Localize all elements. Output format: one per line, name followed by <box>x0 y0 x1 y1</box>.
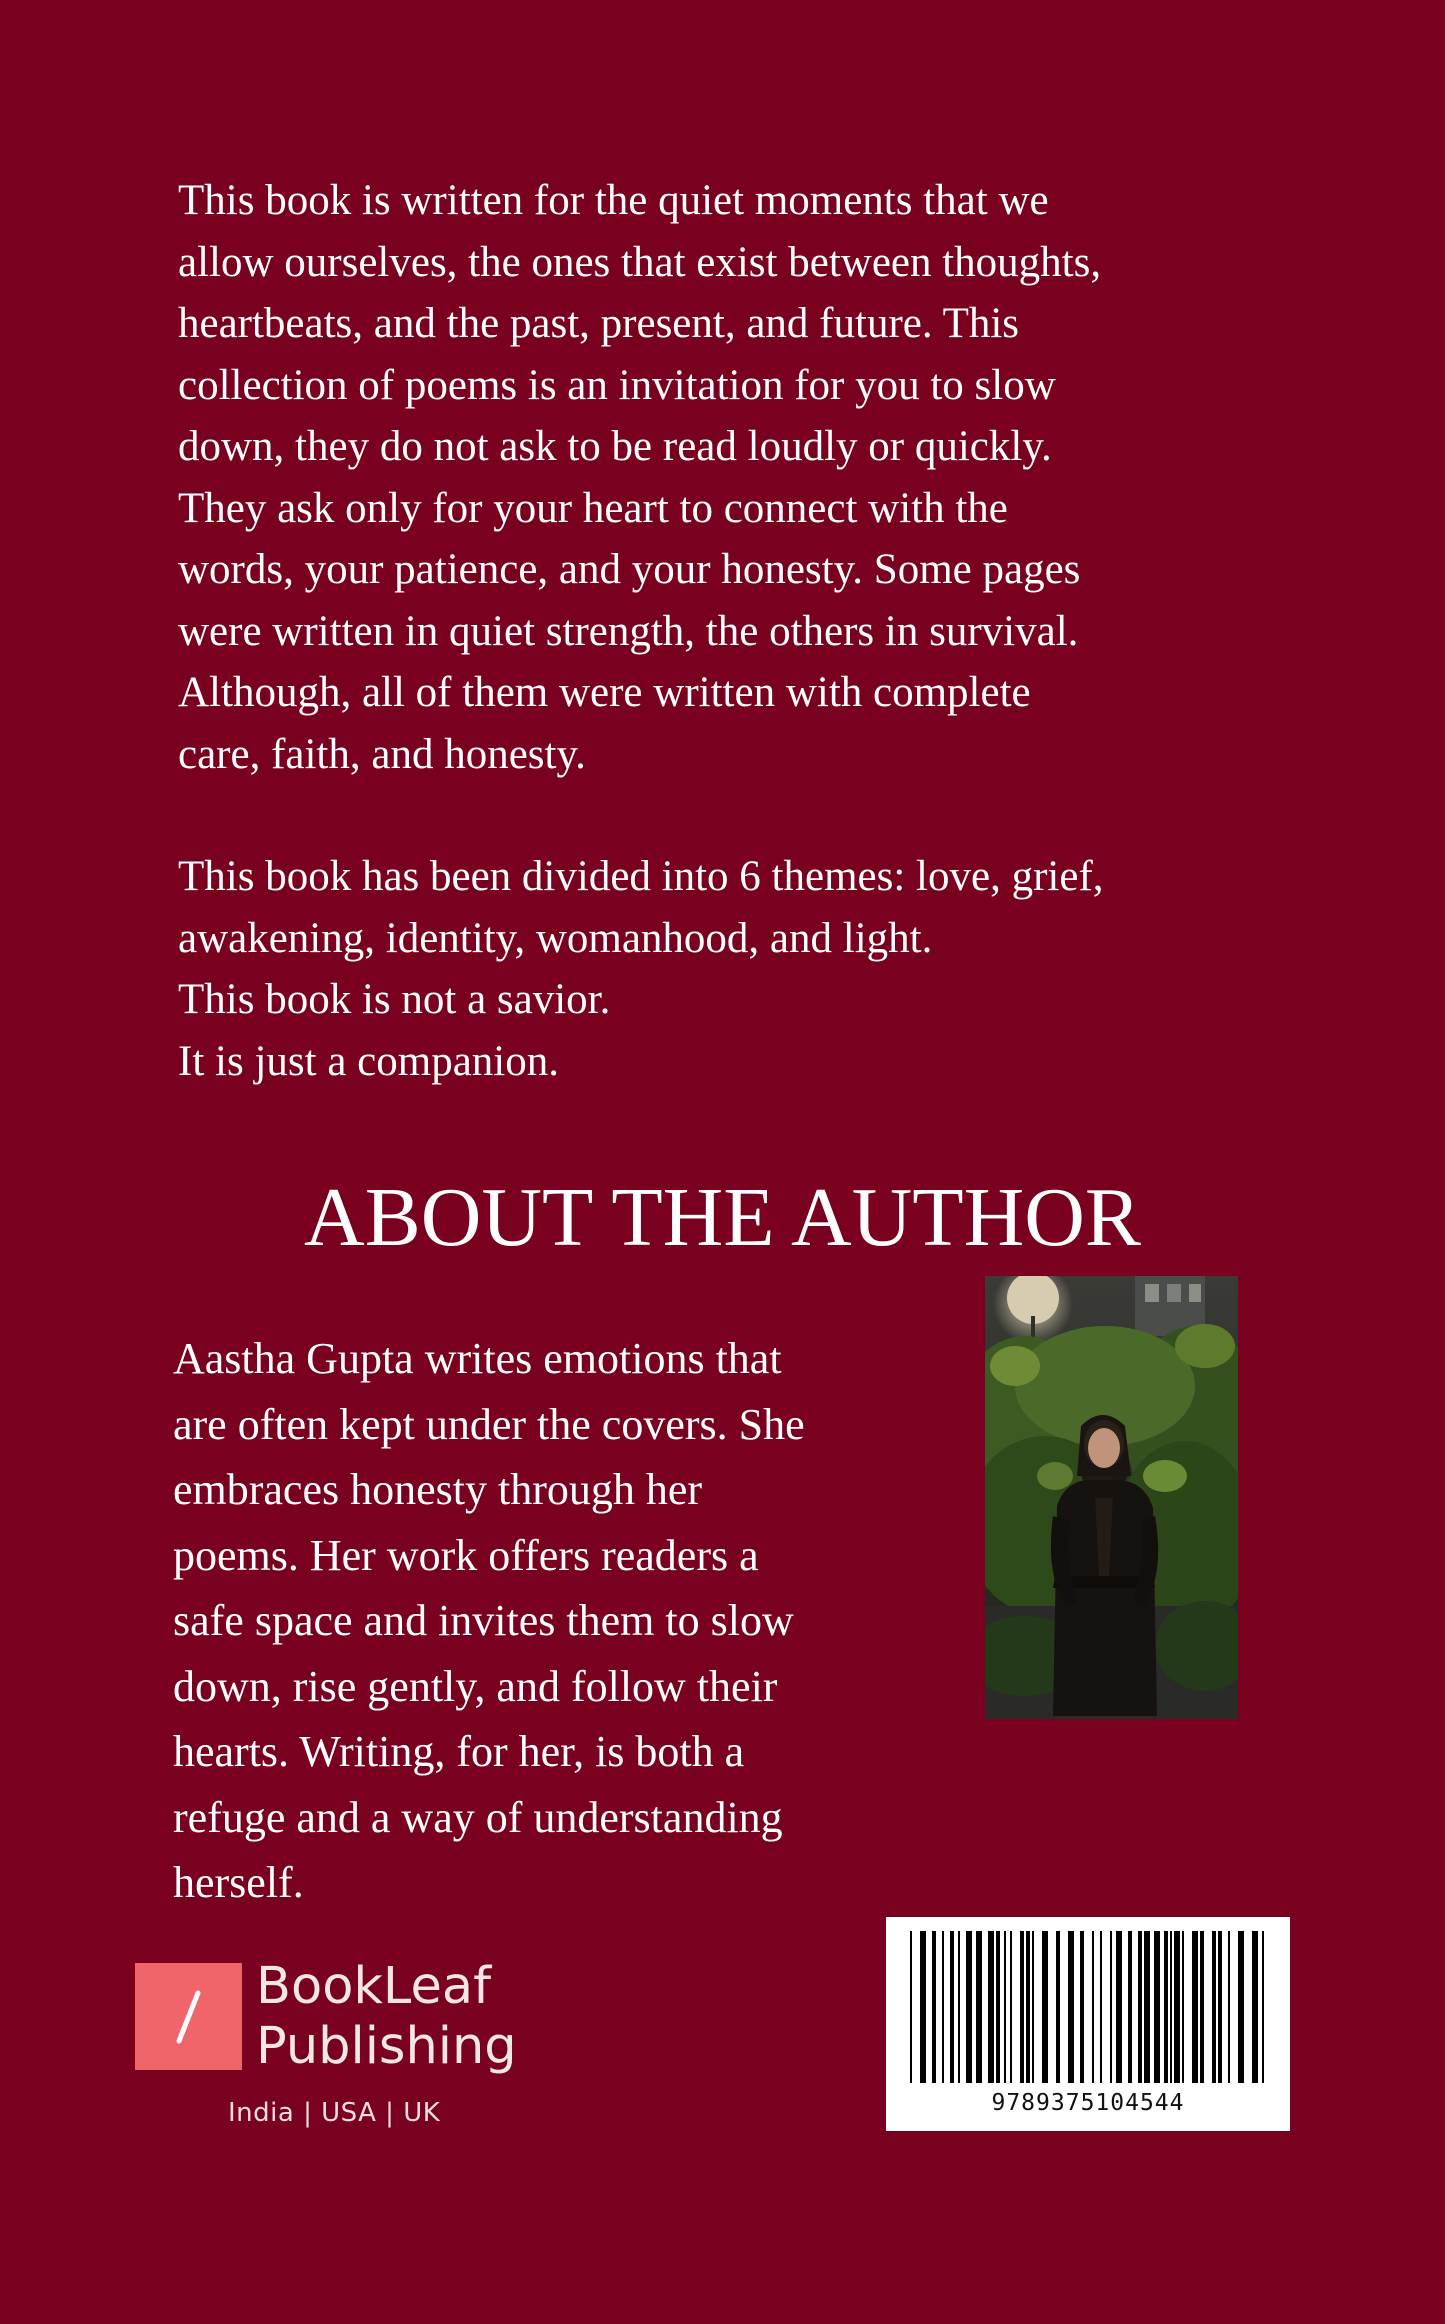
barcode-bar <box>932 1931 936 2083</box>
blurb-line: heartbeats, and the past, present, and future. This <box>178 300 1020 347</box>
barcode-bar <box>1174 1931 1180 2083</box>
barcode-bar <box>988 1931 994 2083</box>
blurb-line: down, they do not ask to be read loudly or quickly. <box>178 423 1052 470</box>
barcode-bar <box>1144 1931 1150 2083</box>
barcode-bar <box>1238 1931 1244 2083</box>
barcode-bar <box>1218 1931 1222 2083</box>
blurb-line: allow ourselves, the ones that exist between thoughts, <box>178 238 1102 286</box>
blurb-line: collection of poems is an invitation for you to slow <box>178 361 1056 409</box>
barcode-bar <box>1100 1931 1102 2083</box>
barcode-bar <box>1252 1931 1258 2083</box>
blurb-line: were written in quiet strength, the others in survival. <box>178 607 1079 655</box>
barcode-bar <box>950 1931 954 2083</box>
barcode-bar <box>1042 1931 1048 2083</box>
barcode-bar <box>1026 1931 1030 2083</box>
barcode-bar <box>1170 1931 1172 2083</box>
barcode-bar <box>942 1931 944 2083</box>
blurb-line: care, faith, and honesty. <box>178 730 586 778</box>
blurb-line: It is just a companion. <box>178 1037 559 1085</box>
bio-line: safe space and invites them to slow <box>173 1596 794 1645</box>
barcode-bar <box>1200 1931 1204 2083</box>
barcode-bar <box>1068 1931 1074 2083</box>
barcode-bar <box>1212 1931 1216 2083</box>
barcode-bar <box>1228 1931 1230 2083</box>
bio-line: herself. <box>173 1858 304 1907</box>
bio-line: down, rise gently, and follow their <box>173 1661 778 1711</box>
blurb-line: This book is written for the quiet moments that we <box>178 177 1049 224</box>
publisher-name <box>256 1957 517 2077</box>
barcode-bar <box>1092 1931 1094 2083</box>
author-photo <box>985 1276 1238 1719</box>
bio-line: Aastha Gupta writes emotions that <box>173 1334 782 1383</box>
bio-line: refuge and a way of understanding <box>173 1792 783 1842</box>
bio-line: embraces honesty through her <box>173 1465 703 1514</box>
barcode-bar <box>1128 1931 1132 2083</box>
barcode-bar <box>1110 1931 1112 2083</box>
isbn-number: 9789375104544 <box>991 2090 1185 2116</box>
author-photo-illustration <box>985 1276 1238 1719</box>
bio-line: poems. Her work offers readers a <box>173 1530 759 1580</box>
barcode-bar <box>1182 1931 1184 2083</box>
blurb-line: words, your patience, and your honesty. Some pages <box>178 546 1081 593</box>
barcode-bar <box>1020 1931 1024 2083</box>
barcode-bar <box>996 1931 1000 2083</box>
barcode-bar <box>1262 1931 1264 2083</box>
barcode-bar <box>966 1931 972 2083</box>
isbn-barcode <box>886 1917 1290 2131</box>
barcode-bar <box>1004 1931 1006 2083</box>
paragraph-gap <box>178 785 1288 846</box>
barcode-bar <box>1032 1931 1034 2083</box>
back-cover-blurb <box>178 170 1288 1092</box>
publisher-name-line2: Publishing <box>256 2017 517 2076</box>
barcode-bar <box>1010 1931 1012 2083</box>
blurb-line: This book is not a savior. <box>178 976 611 1023</box>
bio-line: are often kept under the covers. She <box>173 1399 805 1449</box>
barcode-bar <box>1164 1931 1168 2083</box>
barcode-bar <box>1080 1931 1084 2083</box>
barcode-bar <box>1192 1931 1198 2083</box>
barcode-bar <box>1138 1931 1142 2083</box>
blurb-line: This book has been divided into 6 themes: love, grief, <box>178 853 1104 900</box>
blurb-line: They ask only for your heart to connect with the <box>178 484 1008 532</box>
barcode-bar <box>1154 1931 1160 2083</box>
blurb-line: awakening, identity, womanhood, and light. <box>178 914 933 962</box>
barcode-bar <box>1056 1931 1060 2083</box>
bio-line: hearts. Writing, for her, is both a <box>173 1727 745 1776</box>
leaf-slash-icon <box>135 1963 242 2070</box>
publisher-logo <box>135 1957 535 2128</box>
barcode-bar <box>920 1931 926 2083</box>
blurb-line: Although, all of them were written with complete <box>178 669 1031 716</box>
about-the-author-heading: ABOUT THE AUTHOR <box>304 1171 1141 1264</box>
barcode-bar <box>958 1931 960 2083</box>
barcode-bar <box>910 1931 912 2083</box>
barcode-bar <box>976 1931 982 2083</box>
barcode-bar <box>1116 1931 1122 2083</box>
author-bio <box>173 1326 913 1916</box>
publisher-name-line1: BookLeaf <box>256 1957 492 2016</box>
publisher-locations: India | USA | UK <box>228 2098 441 2128</box>
